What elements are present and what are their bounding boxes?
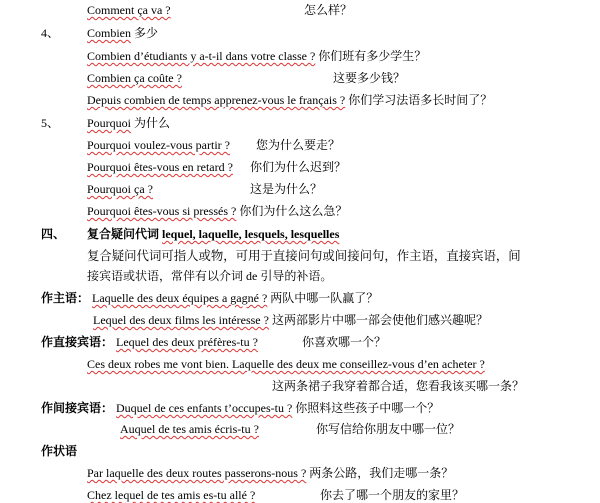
example-line [87, 356, 485, 372]
chinese-translation: 你喜欢哪一个？ [302, 335, 387, 349]
item-number [41, 25, 59, 41]
french-sentence: Pourquoi voulez-vous partir ? [87, 138, 230, 152]
item-keyword: Pourquoi [87, 116, 132, 130]
chinese-translation: 你们为什么这么急？ [239, 204, 348, 218]
section-heading [87, 226, 339, 242]
french-sentence: Combien ça coûte ? [87, 71, 182, 85]
description-preposition: de [246, 269, 258, 283]
chinese-translation: 两队中哪一队赢了？ [270, 291, 379, 305]
example-line [120, 421, 259, 437]
example-line [87, 159, 233, 175]
function-label: 作主语： [41, 291, 90, 305]
item-heading [87, 25, 158, 41]
chinese-translation: 你们为什么迟到？ [250, 160, 347, 174]
french-sentence: Lequel des deux films les intéresse ? [93, 313, 269, 327]
example-line [87, 48, 426, 64]
chinese-translation: 你照料这些孩子中哪一个？ [295, 401, 440, 415]
function-example [41, 334, 258, 350]
function-example [41, 290, 378, 306]
description-line: 复合疑问代词可指人或物，可用于直接问句或间接问句，作主语，直接宾语，间 [87, 248, 521, 263]
chinese-translation: 怎么样？ [304, 3, 353, 17]
chinese-translation: 这要多少钱？ [333, 71, 406, 85]
french-sentence: Ces deux robes me vont bien. Laquelle des deux me conseillez-vous d’en acheter ? [87, 357, 485, 371]
section-number [41, 226, 65, 242]
item-number-text: 5、 [41, 116, 60, 130]
item-keyword-zh: 为什么 [134, 116, 171, 130]
function-label: 作状语 [41, 444, 78, 458]
example-line [87, 465, 453, 481]
section-title-zh: 复合疑问代词 [87, 227, 160, 241]
example-line [87, 181, 153, 197]
example-line [93, 312, 488, 328]
french-sentence: Comment ça va ? [87, 3, 171, 17]
french-sentence: Par laquelle des deux routes passerons-nous ? [87, 466, 307, 480]
item-heading [87, 115, 170, 131]
description-line [87, 268, 332, 284]
section-number-text: 四、 [41, 227, 66, 241]
chinese-translation: 你去了哪一个朋友的家里？ [320, 488, 465, 502]
function-example [41, 400, 439, 416]
french-sentence: Duquel de ces enfants t’occupes-tu ? [116, 401, 293, 415]
item-keyword: Combien [87, 26, 131, 40]
french-sentence: Combien d’étudiants y a-t-il dans votre classe ? [87, 49, 316, 63]
example-line [87, 70, 182, 86]
chinese-translation: 这两条裙子我穿着都合适，您看我该买哪一条？ [272, 379, 525, 393]
french-sentence: Pourquoi êtes-vous si pressés ? [87, 204, 237, 218]
section-title-fr: lequel, laquelle, lesquels, lesquelles [162, 227, 340, 241]
item-keyword-zh: 多少 [134, 26, 159, 40]
function-label: 作间接宾语： [41, 401, 114, 415]
example-line [87, 92, 492, 108]
description-text: 接宾语或状语，常伴有以介词 [87, 269, 244, 283]
chinese-translation: 这两部影片中哪一部会使他们感兴趣呢？ [271, 313, 488, 327]
chinese-translation: 你写信给你朋友中哪一位？ [316, 422, 461, 436]
chinese-translation: 你们学习法语多长时间了？ [348, 93, 493, 107]
item-number [41, 115, 59, 131]
french-sentence: Chez lequel de tes amis es-tu allé ? [87, 488, 256, 502]
french-sentence: Depuis combien de temps apprenez-vous le français ? [87, 93, 346, 107]
chinese-translation: 您为什么要走？ [256, 138, 341, 152]
example-line [87, 2, 171, 18]
function-label: 作直接宾语： [41, 335, 114, 349]
example-line [87, 137, 230, 153]
french-sentence: Pourquoi ça ? [87, 182, 153, 196]
french-sentence: Laquelle des deux équipes a gagné ? [92, 291, 268, 305]
french-sentence: Lequel des deux préfères-tu ? [116, 335, 258, 349]
french-sentence: Pourquoi êtes-vous en retard ? [87, 160, 233, 174]
french-sentence: Auquel de tes amis écris-tu ? [120, 422, 259, 436]
description-text: 引导的补语。 [260, 269, 333, 283]
chinese-translation: 两条公路，我们走哪一条？ [309, 466, 454, 480]
item-number-text: 4、 [41, 26, 60, 40]
example-line [87, 487, 255, 503]
example-line [87, 203, 347, 219]
chinese-translation: 这是为什么？ [250, 182, 323, 196]
chinese-translation: 你们班有多少学生？ [318, 49, 427, 63]
